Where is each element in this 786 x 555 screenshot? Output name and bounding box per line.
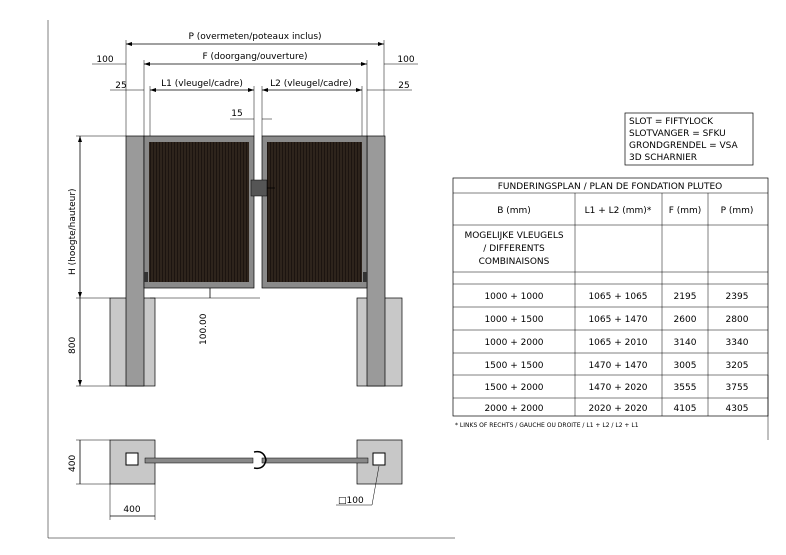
- table-row: [484, 361, 748, 371]
- table-row: [484, 315, 748, 325]
- gap-left-dimension: 25: [115, 81, 127, 91]
- component-keeper: SLOTVANGER = SFKU: [629, 129, 726, 139]
- table-footnote: * LINKS OF RECHTS / GAUCHE OU DROITE / L1 + L2 / L2 + L1: [455, 422, 639, 429]
- middle-gap-dimension: 15: [231, 109, 243, 119]
- foundation-depth-dimension: 800: [68, 336, 78, 354]
- combo-label-line3: COMBINAISONS: [478, 257, 550, 267]
- component-drop-bolt: GRONDGRENDEL = VSA: [629, 141, 738, 151]
- table-header-b: B (mm): [497, 206, 531, 216]
- right-leaf-infill: [267, 142, 362, 282]
- table-cell: 1500 + 2000: [484, 383, 544, 393]
- height-dimension-label: H (hoogte/hauteur): [68, 188, 78, 275]
- table-row: [484, 404, 748, 414]
- plan-depth-dimension: 400: [68, 454, 78, 472]
- table-cell: 1500 + 1500: [484, 361, 544, 371]
- table-row: [484, 338, 748, 348]
- table-cell: 4105: [673, 404, 697, 414]
- plan-left-post: [126, 453, 138, 465]
- component-lock: SLOT = FIFTYLOCK: [629, 117, 714, 127]
- table-cell: 2195: [673, 292, 697, 302]
- post-section-label: □100: [338, 496, 364, 506]
- component-hinge: 3D SCHARNIER: [629, 153, 698, 163]
- table-cell: 1065 + 1470: [588, 315, 648, 325]
- gap-right-dimension: 25: [398, 81, 410, 91]
- table-cell: 3005: [673, 361, 697, 371]
- table-row: [484, 383, 748, 393]
- left-leaf-infill: [149, 142, 249, 282]
- post-left-dimension: 100: [96, 55, 114, 65]
- top-dimensions: [92, 32, 418, 136]
- plan-right-leaf: [262, 458, 368, 463]
- l2-dimension-label: L2 (vleugel/cadre): [270, 79, 352, 89]
- table-cell: 3340: [725, 338, 749, 348]
- table-cell: 4305: [725, 404, 749, 414]
- table-header-l1-l2: L1 + L2 (mm)*: [584, 206, 652, 216]
- table-cell: 1470 + 1470: [588, 361, 648, 371]
- hinge-icon: [144, 272, 148, 282]
- table-cell: 2020 + 2020: [588, 404, 648, 414]
- table-cell: 1000 + 2000: [484, 338, 544, 348]
- gate-elevation: [110, 136, 402, 386]
- hinge-icon: [363, 272, 367, 282]
- table-cell: 1000 + 1500: [484, 315, 544, 325]
- table-cell: 2800: [725, 315, 749, 325]
- plan-left-leaf: [145, 458, 253, 463]
- table-cell: 2395: [725, 292, 749, 302]
- combo-label-line1: MOGELIJKE VLEUGELS: [464, 231, 564, 241]
- post-right-dimension: 100: [397, 55, 415, 65]
- table-cell: 1065 + 1065: [588, 292, 648, 302]
- table-cell: 3140: [673, 338, 697, 348]
- table-cell: 1065 + 2010: [588, 338, 648, 348]
- table-cell: 2000 + 2000: [484, 404, 544, 414]
- table-title: FUNDERINGSPLAN / PLAN DE FONDATION PLUTEO: [497, 182, 723, 192]
- right-post: [367, 136, 385, 386]
- table-cell: 2600: [673, 315, 697, 325]
- f-dimension-label: F (doorgang/ouverture): [202, 52, 308, 62]
- table-cell: 1470 + 2020: [588, 383, 648, 393]
- combo-label-line2: / DIFFERENTS: [483, 244, 545, 254]
- p-dimension-label: P (overmeten/poteaux inclus): [188, 32, 322, 42]
- foundation-table: [453, 178, 768, 429]
- table-cell: 3205: [725, 361, 749, 371]
- ground-clearance-dimension: 100.00: [199, 313, 209, 345]
- table-cell: 1000 + 1000: [484, 292, 544, 302]
- left-post: [126, 136, 144, 386]
- plan-view: [68, 440, 402, 520]
- lock-icon: [251, 180, 267, 196]
- table-cell: 3755: [725, 383, 749, 393]
- plan-right-post: [373, 453, 385, 465]
- plan-width-dimension: 400: [123, 505, 141, 515]
- table-header-f: F (mm): [668, 206, 702, 216]
- table-row: [484, 292, 748, 302]
- components-box: [625, 113, 753, 165]
- l1-dimension-label: L1 (vleugel/cadre): [161, 79, 243, 89]
- table-cell: 3555: [673, 383, 697, 393]
- table-header-p: P (mm): [720, 206, 754, 216]
